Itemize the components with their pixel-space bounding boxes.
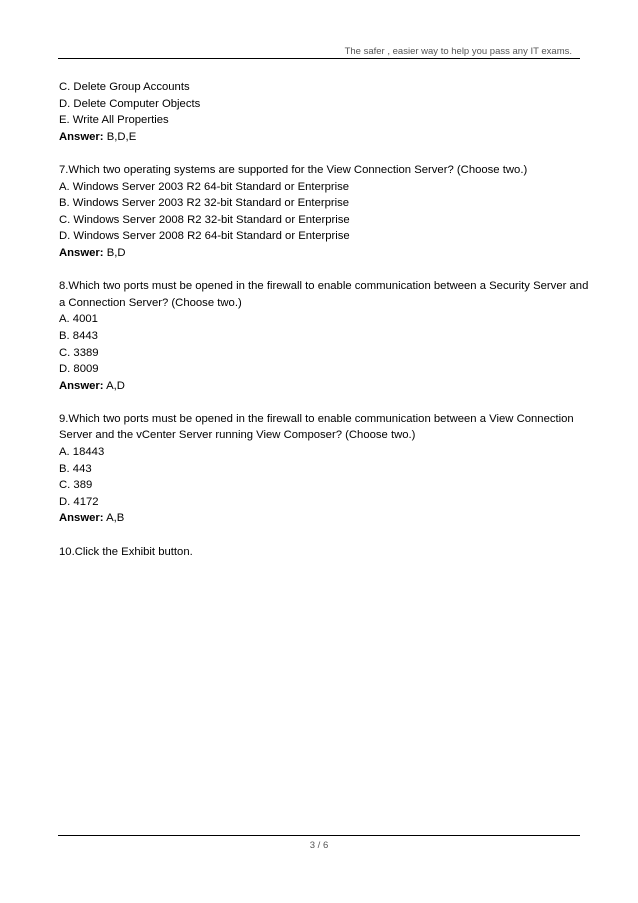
option-line: B. 443 [59, 462, 92, 475]
question-block [59, 162, 584, 262]
paragraph-gap [59, 262, 584, 279]
question-block [59, 278, 589, 394]
option-line: C. 389 [59, 479, 93, 492]
document-body [59, 79, 589, 560]
paragraph-gap [59, 527, 584, 544]
option-line: C. Delete Group Accounts [59, 81, 190, 93]
question-text: 8.Which two ports must be opened in the firewall to enable communication between a Security Server and [59, 280, 589, 293]
option-line: A. 18443 [59, 446, 105, 459]
paragraph-gap [59, 394, 584, 411]
question-text: 10.Click the Exhibit button. [59, 545, 193, 558]
option-line: C. 3389 [59, 346, 99, 359]
option-line: D. Windows Server 2008 R2 64-bit Standard or Enterprise [59, 230, 350, 243]
option-line: D. 8009 [59, 363, 99, 376]
answer-value: A,D [106, 379, 125, 392]
option-line: A. 4001 [59, 313, 98, 326]
answer-value: A,B [106, 512, 125, 525]
answer-label: Answer: [59, 246, 104, 259]
answer-line [59, 245, 584, 262]
option-line: E. Write All Properties [59, 114, 169, 127]
question-text: 7.Which two operating systems are supported for the View Connection Server? (Choose two.) [59, 163, 528, 176]
answer-line [59, 378, 584, 395]
answer-label: Answer: [59, 379, 104, 392]
answer-line [59, 510, 584, 527]
answer-label: Answer: [59, 130, 104, 143]
option-line: A. Windows Server 2003 R2 64-bit Standard or Enterprise [59, 180, 350, 193]
carryover-block [59, 79, 584, 145]
answer-line [59, 129, 584, 146]
header-tagline: The safer , easier way to help you pass any IT exams. [344, 46, 572, 57]
page-footer [58, 835, 580, 851]
page-header [58, 44, 580, 59]
option-line: D. Delete Computer Objects [59, 97, 201, 110]
question-block [59, 411, 584, 527]
answer-value: B,D [106, 246, 126, 259]
question-text: Server and the vCenter Server running View Composer? (Choose two.) [59, 429, 416, 442]
question-block [59, 544, 584, 561]
question-text: 9.Which two ports must be opened in the firewall to enable communication between a View Connection [59, 412, 574, 425]
page-number: 3 / 6 [309, 840, 329, 851]
option-line: B. 8443 [59, 329, 98, 342]
option-line: B. Windows Server 2003 R2 32-bit Standard or Enterprise [59, 197, 350, 210]
answer-value: B,D,E [106, 130, 137, 143]
question-text: a Connection Server? (Choose two.) [59, 296, 242, 309]
option-line: D. 4172 [59, 495, 99, 508]
option-line: C. Windows Server 2008 R2 32-bit Standard or Enterprise [59, 213, 350, 226]
paragraph-gap [59, 145, 584, 162]
answer-label: Answer: [59, 512, 104, 525]
